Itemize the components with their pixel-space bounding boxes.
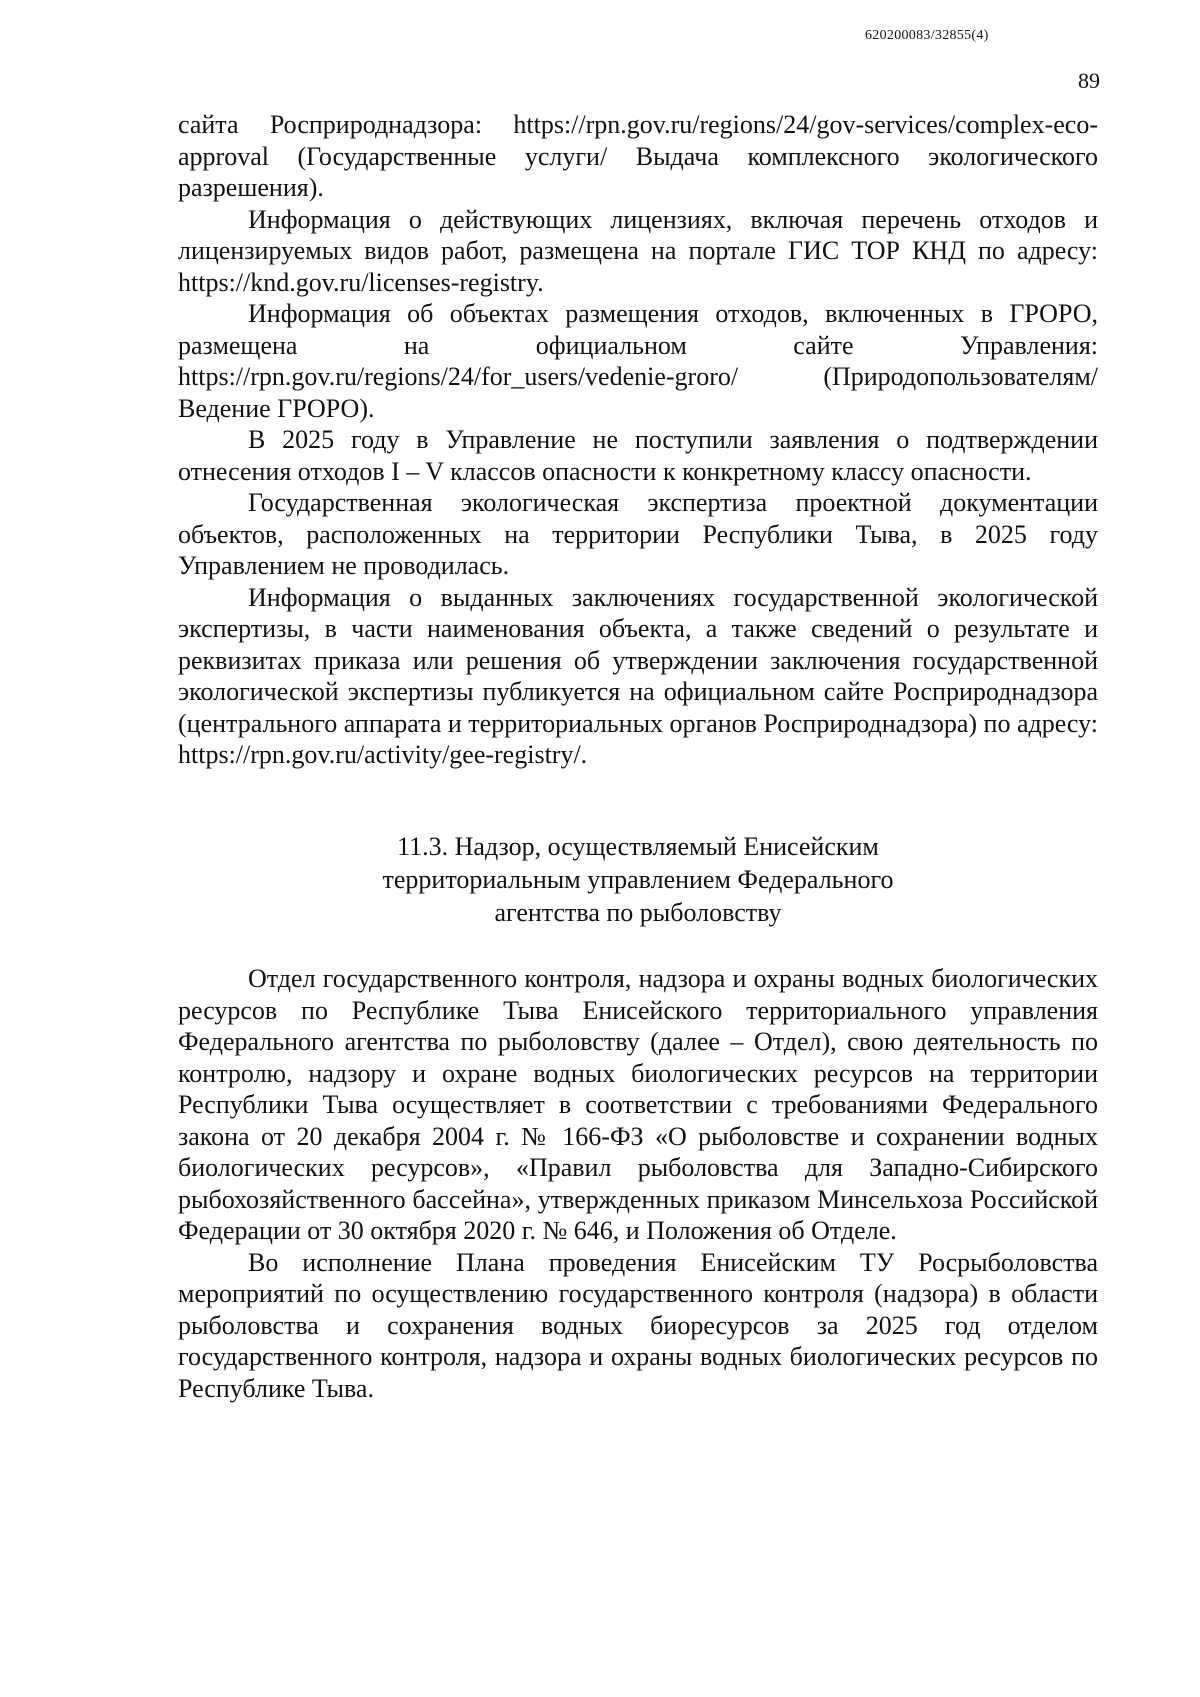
section-heading-line-3: агентства по рыболовству: [494, 898, 782, 927]
paragraph-expertise-publication: Информация о выданных заключениях государственной экологической экспертизы, в части наименования объекта, а также сведений о результате и реквизитах приказа или решения об утверждении заключения государственной экологической экспертизы публикуется на официальном сайте Росприроднадзора (центрального аппарата и территориальных органов Росприроднадзора) по адресу: https://rpn.gov.ru/activity/gee-registry/.: [178, 582, 1099, 769]
paragraph-plan-execution: Во исполнение Плана проведения Енисейским ТУ Росрыболовства мероприятий по осуществлению государственного контроля (надзора) в области рыболовства и сохранения водных биоресурсов за 2025 год отделом государственного контроля, надзора и охраны водных биологических ресурсов по Республике Тыва.: [178, 1247, 1098, 1403]
section-heading-line-1: 11.3. Надзор, осуществляемый Енисейским: [397, 832, 879, 861]
paragraph-hazard-classes: В 2025 году в Управление не поступили заявления о подтверждении отнесения отходов I – V классов опасности к конкретному классу опасности.: [178, 425, 1098, 486]
paragraph-department-activity: Отдел государственного контроля, надзора и охраны водных биологических ресурсов по Республике Тыва Енисейского территориального управления Федерального агентства по рыболовству (далее – Отдел), свою деятельность по контролю, надзору и охране водных биологических ресурсов на территории Республики Тыва осуществляет в соответствии с требованиями Федерального закона от 20 декабря 2004 г. № 166-ФЗ «О рыболовстве и сохранении водных биологических ресурсов», «Правил рыболовства для Западно-Сибирского рыбохозяйственного бассейна», утвержденных приказом Минсельхоза Российской Федерации от 30 октября 2020 г. № 646, и Положения об Отделе.: [178, 964, 1098, 1245]
body-text-top: [178, 109, 1098, 771]
paragraph-state-expertise: Государственная экологическая экспертиза проектной документации объектов, расположенных на территории Республики Тыва, в 2025 году Управлением не проводилась.: [178, 488, 1098, 580]
page-number: 89: [1078, 68, 1100, 93]
section-heading-line-2: территориальным управлением Федерального: [382, 865, 894, 894]
paragraph-groro: Информация об объектах размещения отходов, включенных в ГРОРО, размещена на официальном сайте Управления: https://rpn.gov.ru/regions/24/for_users/vedenie-groro/ (Природопользователям/ Ведение ГРОРО).: [178, 299, 1098, 423]
section-heading: [178, 830, 1098, 929]
paragraph-licenses: Информация о действующих лицензиях, включая перечень отходов и лицензируемых видов работ, размещена на портале ГИС ТОР КНД по адресу: https://knd.gov.ru/licenses-registry.: [178, 204, 1098, 297]
body-text-bottom: [178, 963, 1098, 1404]
paragraph-continued-rpn-site: сайта Росприроднадзора: https://rpn.gov.ru/regions/24/gov-services/complex-eco-approval (Государственные услуги/ Выдача комплексного экологического разрешения).: [178, 110, 1098, 202]
document-registration-number: 620200083/32855(4): [865, 28, 989, 43]
